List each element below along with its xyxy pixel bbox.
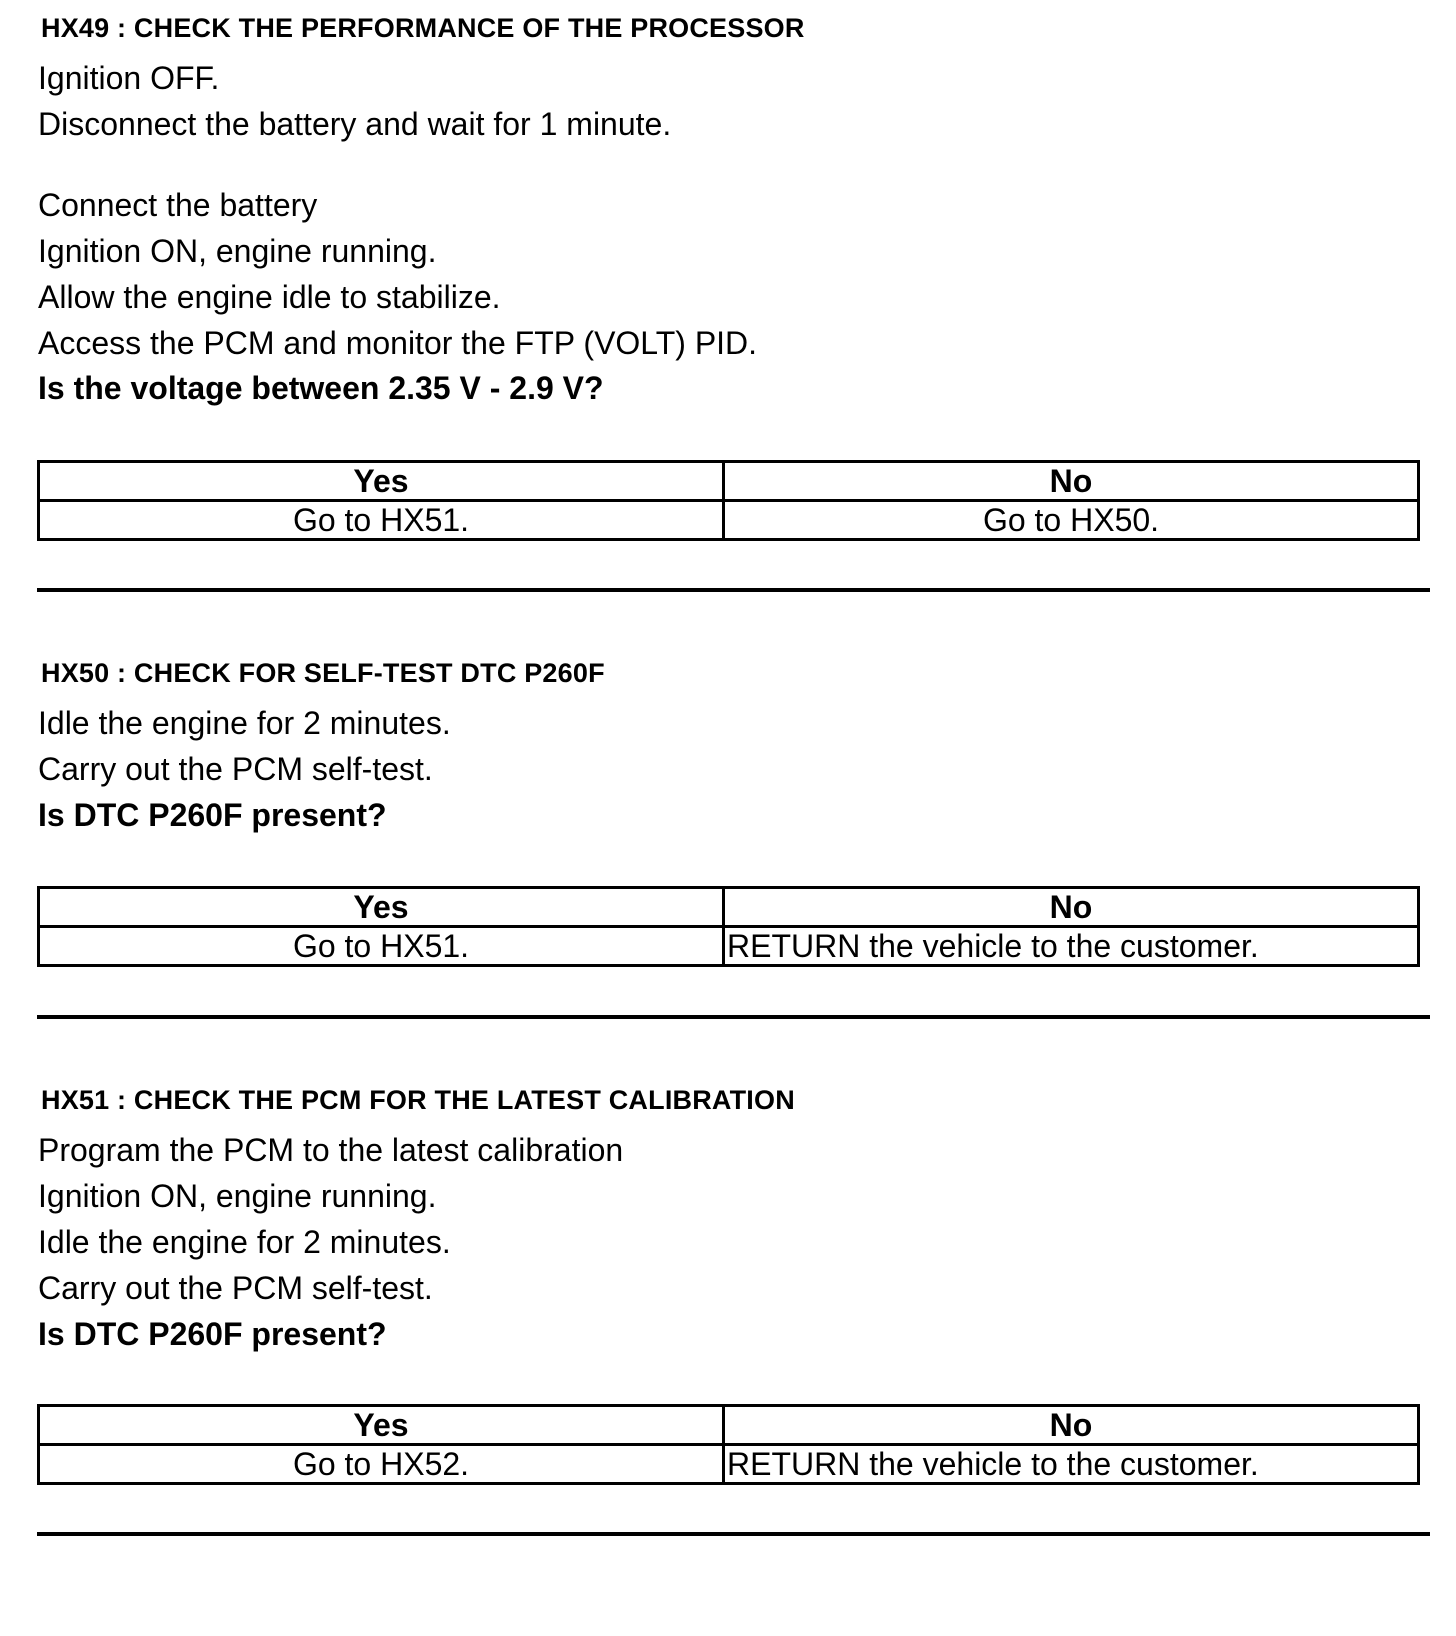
yes-action: Go to HX52. bbox=[39, 1445, 724, 1484]
no-header: No bbox=[724, 462, 1419, 501]
step-idle-2min: Idle the engine for 2 minutes. bbox=[38, 705, 451, 741]
yes-header: Yes bbox=[39, 462, 724, 501]
result-table-hx50 bbox=[37, 886, 1420, 967]
step-ignition-on: Ignition ON, engine running. bbox=[38, 1178, 437, 1214]
no-header: No bbox=[724, 888, 1419, 927]
section-heading-hx50: HX50 : CHECK FOR SELF-TEST DTC P260F bbox=[41, 658, 605, 688]
result-table-hx51 bbox=[37, 1404, 1420, 1485]
step-self-test: Carry out the PCM self-test. bbox=[38, 1270, 433, 1306]
step-ignition-off: Ignition OFF. bbox=[38, 60, 220, 96]
section-heading-hx49: HX49 : CHECK THE PERFORMANCE OF THE PROCESSOR bbox=[41, 13, 805, 43]
step-idle-stabilize: Allow the engine idle to stabilize. bbox=[38, 279, 501, 315]
yes-action: Go to HX51. bbox=[39, 927, 724, 966]
section-heading-hx51: HX51 : CHECK THE PCM FOR THE LATEST CALIBRATION bbox=[41, 1085, 795, 1115]
step-monitor-pid: Access the PCM and monitor the FTP (VOLT) PID. bbox=[38, 325, 758, 361]
step-self-test: Carry out the PCM self-test. bbox=[38, 751, 433, 787]
no-action: Go to HX50. bbox=[724, 501, 1419, 540]
question-dtc-present: Is DTC P260F present? bbox=[38, 797, 387, 833]
step-idle-2min: Idle the engine for 2 minutes. bbox=[38, 1224, 451, 1260]
section-divider bbox=[37, 1015, 1430, 1019]
yes-header: Yes bbox=[39, 888, 724, 927]
no-header: No bbox=[724, 1406, 1419, 1445]
step-disconnect-battery: Disconnect the battery and wait for 1 minute. bbox=[38, 106, 672, 142]
no-action: RETURN the vehicle to the customer. bbox=[724, 927, 1419, 966]
yes-header: Yes bbox=[39, 1406, 724, 1445]
question-dtc-present: Is DTC P260F present? bbox=[38, 1316, 387, 1352]
step-connect-battery: Connect the battery bbox=[38, 187, 318, 223]
section-divider bbox=[37, 588, 1430, 592]
question-voltage: Is the voltage between 2.35 V - 2.9 V? bbox=[38, 370, 604, 406]
step-program-pcm: Program the PCM to the latest calibration bbox=[38, 1132, 624, 1168]
step-ignition-on: Ignition ON, engine running. bbox=[38, 233, 437, 269]
result-table-hx49 bbox=[37, 460, 1420, 541]
section-divider bbox=[37, 1532, 1430, 1536]
yes-action: Go to HX51. bbox=[39, 501, 724, 540]
no-action: RETURN the vehicle to the customer. bbox=[724, 1445, 1419, 1484]
